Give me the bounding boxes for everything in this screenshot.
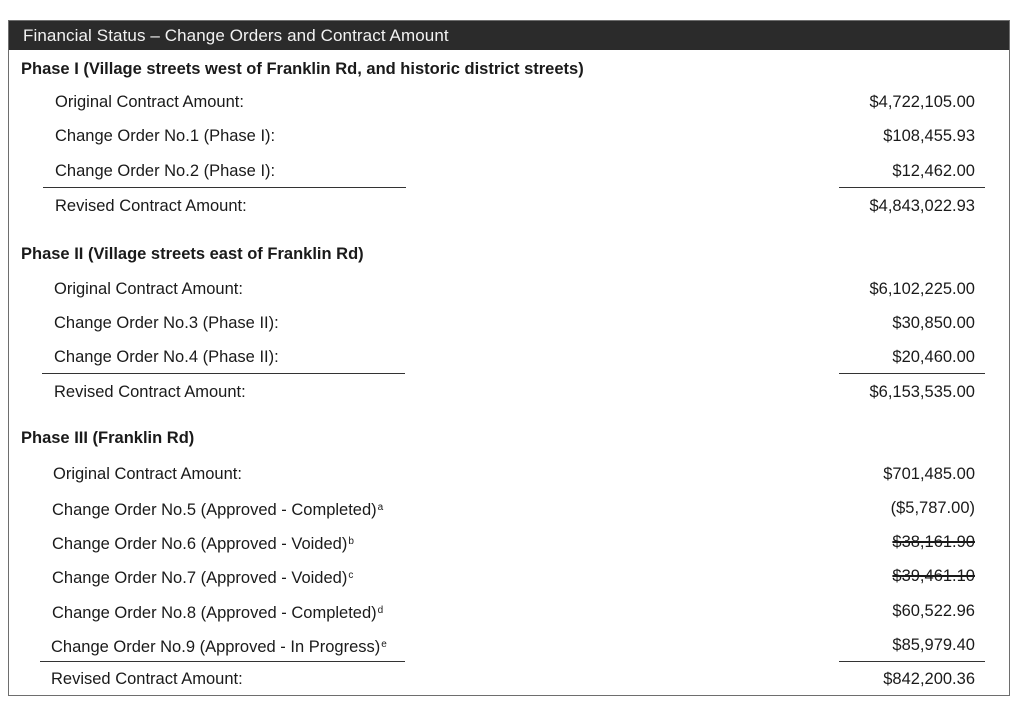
table-row [9,495,1009,521]
table-row [9,310,1009,336]
row-amount: $30,850.00 [892,314,975,332]
table-row [9,276,1009,302]
subtotal-rule-right [839,661,985,662]
row-label: Original Contract Amount: [55,93,244,111]
row-label: Change Order No.2 (Phase I): [55,162,276,180]
table-row [9,563,1009,589]
subtotal-rule-right [839,187,985,188]
footnote-marker: e [381,639,387,650]
row-label [52,495,383,523]
row-label [51,632,387,660]
table-row [9,89,1009,115]
row-amount: $60,522.96 [892,602,975,620]
row-amount: $20,460.00 [892,348,975,366]
total-amount: $4,843,022.93 [869,197,975,215]
row-label-text: Change Order No.8 (Approved - Completed) [52,604,377,622]
row-label: Change Order No.1 (Phase I): [55,127,276,145]
phase-1-title: Phase I (Village streets west of Franklin Rd, and historic district streets) [21,60,584,78]
row-amount: $108,455.93 [883,127,975,145]
table-row [9,344,1009,370]
total-label: Revised Contract Amount: [51,670,243,688]
row-label: Original Contract Amount: [53,465,242,483]
row-amount: $85,979.40 [892,636,975,654]
table-row [9,461,1009,487]
row-amount: $701,485.00 [883,465,975,483]
row-label: Original Contract Amount: [54,280,243,298]
row-label [52,598,383,626]
table-title: Financial Status – Change Orders and Contract Amount [9,21,1009,50]
footnote-marker: a [377,502,384,513]
subtotal-rule-left [42,373,405,374]
total-label: Revised Contract Amount: [55,197,247,215]
phase-3-title: Phase III (Franklin Rd) [21,429,195,447]
subtotal-rule-left [40,661,405,662]
row-amount: $4,722,105.00 [869,93,975,111]
total-row [9,666,1009,692]
total-amount: $842,200.36 [883,670,975,688]
subtotal-rule-right [839,373,985,374]
row-label-text: Change Order No.5 (Approved - Completed) [52,501,377,519]
row-label: Change Order No.4 (Phase II): [54,348,279,366]
footnote-marker: d [377,605,384,616]
phase-2-title: Phase II (Village streets east of Franklin Rd) [21,245,364,263]
row-label: Change Order No.3 (Phase II): [54,314,279,332]
table-row [9,632,1009,658]
table-row [9,158,1009,184]
total-row [9,193,1009,219]
row-label [52,529,354,557]
voided-amount: $38,161.90 [892,533,975,551]
total-row [9,379,1009,405]
footnote-marker: c [348,570,354,581]
row-label-text: Change Order No.9 (Approved - In Progress) [51,638,381,656]
row-label [52,563,353,591]
table-row [9,529,1009,555]
row-amount: ($5,787.00) [890,499,975,517]
row-label-text: Change Order No.6 (Approved - Voided) [52,535,348,553]
row-amount: $12,462.00 [892,162,975,180]
financial-status-table [8,20,1010,696]
subtotal-rule-left [43,187,406,188]
total-amount: $6,153,535.00 [869,383,975,401]
total-label: Revised Contract Amount: [54,383,246,401]
voided-amount: $39,461.10 [892,567,975,585]
row-label-text: Change Order No.7 (Approved - Voided) [52,569,348,587]
footnote-marker: b [348,536,354,547]
table-row [9,123,1009,149]
row-amount: $6,102,225.00 [869,280,975,298]
table-row [9,598,1009,624]
